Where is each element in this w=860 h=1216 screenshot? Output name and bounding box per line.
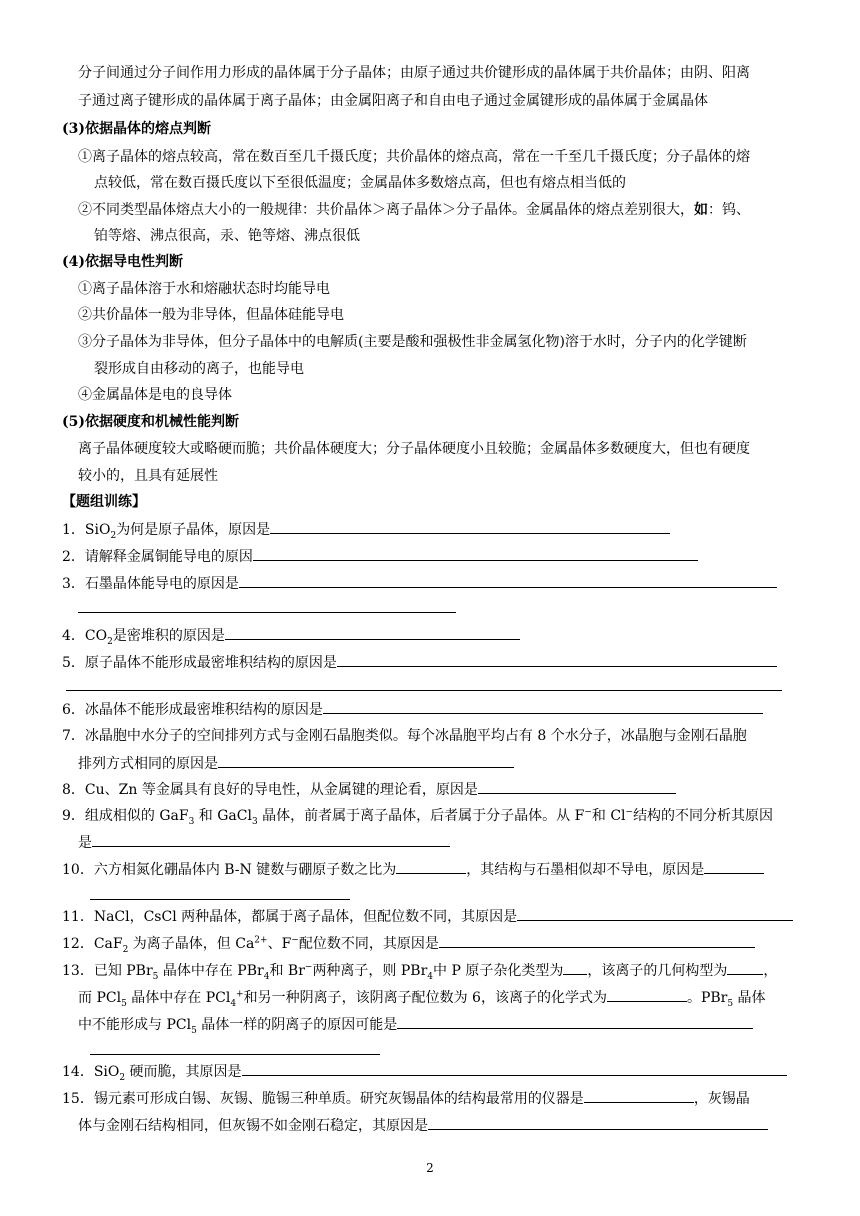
q6-text: 6．冰晶体不能形成最密堆积结构的原因是 bbox=[62, 702, 323, 718]
q2-answer-blank[interactable] bbox=[253, 547, 698, 561]
q10-b: ，其结构与石墨相似却不导电，原因是 bbox=[466, 862, 705, 878]
q14-sub: 2 bbox=[119, 1072, 126, 1083]
question-14 bbox=[62, 1062, 787, 1081]
q13a-sup-1: − bbox=[304, 962, 313, 973]
s3-item-2a bbox=[78, 201, 750, 219]
q13-answer-line-2[interactable] bbox=[90, 1054, 380, 1055]
q13a-sub-2: 4 bbox=[263, 971, 270, 982]
question-15a bbox=[62, 1089, 750, 1108]
question-13b bbox=[78, 988, 766, 1007]
section-4-title: (4)依据导电性判断 bbox=[62, 254, 183, 270]
s3-item-2a-text: ②不同类型晶体熔点大小的一般规律：共价晶体＞离子晶体＞分子晶体。金属晶体的熔点差别很大， bbox=[78, 202, 694, 218]
page-number: 2 bbox=[426, 1161, 434, 1175]
s4-item-4: ④金属晶体是电的良导体 bbox=[78, 387, 232, 403]
q9b-text: 是 bbox=[78, 835, 92, 851]
q12-c: 为离子晶体，但 Ca bbox=[128, 936, 255, 952]
q12-sup-1: 2+ bbox=[254, 935, 268, 946]
q8-text: 8．Cu、Zn 等金属具有良好的导电性，从金属键的理论看，原因是 bbox=[62, 782, 478, 798]
q13c-sub: 5 bbox=[191, 1025, 197, 1036]
q9-sup-1: − bbox=[584, 807, 592, 818]
q4-text-a: 4．CO bbox=[62, 628, 108, 644]
q13b-sub-1: 5 bbox=[121, 998, 127, 1009]
q13a-g: 两种离子，则 PBr bbox=[312, 963, 428, 979]
q13a-c: 晶体中存在 PBr bbox=[158, 963, 264, 979]
q4-sub: 2 bbox=[107, 636, 113, 647]
q15b-text: 体与金刚石结构相同，但灰锡不如金刚石稳定，其原因是 bbox=[78, 1118, 428, 1134]
s4-item-2: ②共价晶体一般为非导体，但晶体硅能导电 bbox=[78, 307, 344, 323]
q13a-i: 中 P 原子杂化类型为 bbox=[433, 963, 564, 979]
q13c-a: 中不能形成与 PCl bbox=[78, 1017, 192, 1033]
q14-a: 14．SiO bbox=[62, 1064, 120, 1080]
s3-item-1a: ①离子晶体的熔点较高，常在数百至几千摄氏度；共价晶体的熔点高，常在一千至几千摄氏度；分子晶体的熔 bbox=[78, 149, 750, 165]
q3-text: 3．石墨晶体能导电的原因是 bbox=[62, 576, 239, 592]
s4-item-3b: 裂形成自由移动的离子，也能导电 bbox=[94, 361, 304, 377]
s3-item-2a-bold: 如 bbox=[694, 202, 708, 218]
q12-e: 、F bbox=[267, 936, 292, 952]
q9-e: 晶体，前者属于离子晶体，后者属于分子晶体。从 F bbox=[257, 808, 585, 824]
q13-reason-blank[interactable] bbox=[397, 1015, 753, 1029]
question-11 bbox=[62, 907, 793, 926]
q5-answer-blank[interactable] bbox=[337, 653, 777, 667]
s4-item-1: ①离子晶体溶于水和熔融状态时均能导电 bbox=[78, 281, 330, 297]
q13b-f: 和另一种阴离子，该阴离子配位数为 6，该离子的化学式为 bbox=[243, 990, 607, 1006]
q12-sub: 2 bbox=[122, 944, 129, 955]
q13a-k: ， bbox=[763, 963, 778, 979]
q9-c: 和 GaCl bbox=[194, 808, 252, 824]
q9-answer-blank[interactable] bbox=[92, 833, 450, 847]
q13a-j: ，该离子的几何构型为 bbox=[587, 963, 728, 979]
question-6 bbox=[62, 700, 763, 719]
question-15b bbox=[78, 1116, 768, 1135]
q15-reason-blank[interactable] bbox=[428, 1116, 768, 1130]
q10-a: 10．六方相氮化硼晶体内 B-N 键数与硼原子数之比为 bbox=[62, 862, 397, 878]
q13a-sub-3: 4 bbox=[427, 971, 434, 982]
intro-line-1: 分子间通过分子间作用力形成的晶体属于分子晶体；由原子通过共价键形成的晶体属于共价晶体；由阴、阳离 bbox=[78, 65, 750, 81]
question-12 bbox=[62, 934, 755, 953]
training-heading: 【题组训练】 bbox=[62, 494, 146, 510]
q11-text: 11．NaCl，CsCl 两种晶体，都属于离子晶体，但配位数不同，其原因是 bbox=[62, 909, 518, 925]
q14-c: 硬而脆，其原因是 bbox=[125, 1064, 242, 1080]
question-7b bbox=[78, 754, 514, 773]
q1-answer-blank[interactable] bbox=[270, 520, 670, 534]
s5-para-a: 离子晶体硬度较大或略硬而脆；共价晶体硬度大；分子晶体硬度小且较脆；金属晶体多数硬度大，但也有硬度 bbox=[78, 441, 750, 457]
q5-answer-line-2[interactable] bbox=[66, 690, 782, 691]
q13a-a: 13．已知 PBr bbox=[62, 963, 153, 979]
s3-item-1b: 点较低，常在数百摄氏度以下至很低温度；金属晶体多数熔点高，但也有熔点相当低的 bbox=[94, 175, 626, 191]
q15a-b: ，灰锡晶 bbox=[693, 1091, 750, 1107]
q12-answer-blank[interactable] bbox=[439, 934, 755, 948]
q13b-c: 晶体中存在 PCl bbox=[126, 990, 231, 1006]
q13b-sub-2: 4 bbox=[230, 998, 237, 1009]
q5-text: 5．原子晶体不能形成最密堆积结构的原因是 bbox=[62, 655, 337, 671]
q9-i: 结构的不同分析其原因 bbox=[633, 808, 774, 824]
q10-ratio-blank[interactable] bbox=[396, 860, 466, 874]
q9-sub-2: 3 bbox=[251, 816, 258, 827]
q1-sub: 2 bbox=[110, 530, 117, 541]
q6-answer-blank[interactable] bbox=[323, 700, 763, 714]
q1-text-c: 为何是原子晶体，原因是 bbox=[116, 522, 271, 538]
question-7a: 7．冰晶胞中水分子的空间排列方式与金刚石晶胞类似。每个冰晶胞平均占有 8 个水分子，冰晶胞与金刚石晶胞 bbox=[62, 728, 747, 744]
q10-answer-line-2[interactable] bbox=[90, 899, 350, 900]
question-5 bbox=[62, 653, 777, 672]
q13a-sub-1: 5 bbox=[152, 971, 159, 982]
q9-g: 和 Cl bbox=[591, 808, 626, 824]
intro-line-2: 子通过离子键形成的晶体属于离子晶体；由金属阳离子和自由电子通过金属键形成的晶体属于金属晶体 bbox=[78, 93, 708, 109]
question-13a bbox=[62, 961, 777, 980]
s4-item-3a: ③分子晶体为非导体，但分子晶体中的电解质(主要是酸和强极性非金属氢化物)溶于水时，分子内的化学键断 bbox=[78, 334, 747, 350]
q13b-sub-3: 5 bbox=[727, 998, 734, 1009]
q3-answer-line-2[interactable] bbox=[78, 612, 456, 613]
question-3 bbox=[62, 574, 777, 593]
q13b-a: 而 PCl bbox=[78, 990, 122, 1006]
q12-g: 配位数不同，其原因是 bbox=[298, 936, 439, 952]
q7b-text: 排列方式相同的原因是 bbox=[78, 756, 218, 772]
q13a-e: 和 Br bbox=[269, 963, 305, 979]
s5-para-b: 较小的，且具有延展性 bbox=[78, 468, 218, 484]
q9-sub-1: 3 bbox=[188, 816, 195, 827]
q13b-sup: + bbox=[236, 989, 244, 1000]
q13-geometry-blank[interactable] bbox=[727, 961, 763, 975]
s3-item-2a-tail: ：钨、 bbox=[708, 202, 750, 218]
question-9 bbox=[62, 807, 773, 825]
q9-sup-2: − bbox=[625, 807, 634, 818]
question-10 bbox=[62, 860, 764, 879]
question-1 bbox=[62, 520, 670, 539]
section-5-title: (5)依据硬度和机械性能判断 bbox=[62, 414, 239, 430]
q12-sup-2: − bbox=[291, 935, 299, 946]
s3-item-2b: 铂等熔、沸点很高，汞、铯等熔、沸点很低 bbox=[94, 228, 360, 244]
q11-answer-blank[interactable] bbox=[517, 907, 793, 921]
q4-answer-blank[interactable] bbox=[225, 626, 520, 640]
q10-answer-blank[interactable] bbox=[704, 860, 764, 874]
question-9b bbox=[78, 833, 450, 852]
question-4 bbox=[62, 626, 520, 645]
q9-a: 9．组成相似的 GaF bbox=[62, 808, 189, 824]
q13-hybrid-blank[interactable] bbox=[563, 961, 587, 975]
q13-formula-blank[interactable] bbox=[607, 988, 687, 1002]
question-13c bbox=[78, 1015, 753, 1034]
q12-a: 12．CaF bbox=[62, 936, 123, 952]
q8-answer-blank[interactable] bbox=[478, 780, 676, 794]
question-8 bbox=[62, 780, 676, 799]
q13b-g: 。PBr bbox=[686, 990, 728, 1006]
q15-instrument-blank[interactable] bbox=[584, 1089, 694, 1103]
q13c-c: 晶体一样的阴离子的原因可能是 bbox=[196, 1017, 398, 1033]
q2-text: 2．请解释金属铜能导电的原因 bbox=[62, 549, 253, 565]
q15a-a: 15．锡元素可形成白锡、灰锡、脆锡三种单质。研究灰锡晶体的结构最常用的仪器是 bbox=[62, 1091, 584, 1107]
q3-answer-blank[interactable] bbox=[239, 574, 777, 588]
q14-answer-blank[interactable] bbox=[242, 1062, 787, 1076]
question-2 bbox=[62, 547, 698, 566]
q4-text-c: 是密堆积的原因是 bbox=[112, 628, 225, 644]
section-3-title: (3)依据晶体的熔点判断 bbox=[62, 121, 211, 137]
q7-answer-blank[interactable] bbox=[218, 754, 514, 768]
q13b-i: 晶体 bbox=[733, 990, 766, 1006]
q1-text-a: 1．SiO bbox=[62, 522, 111, 538]
